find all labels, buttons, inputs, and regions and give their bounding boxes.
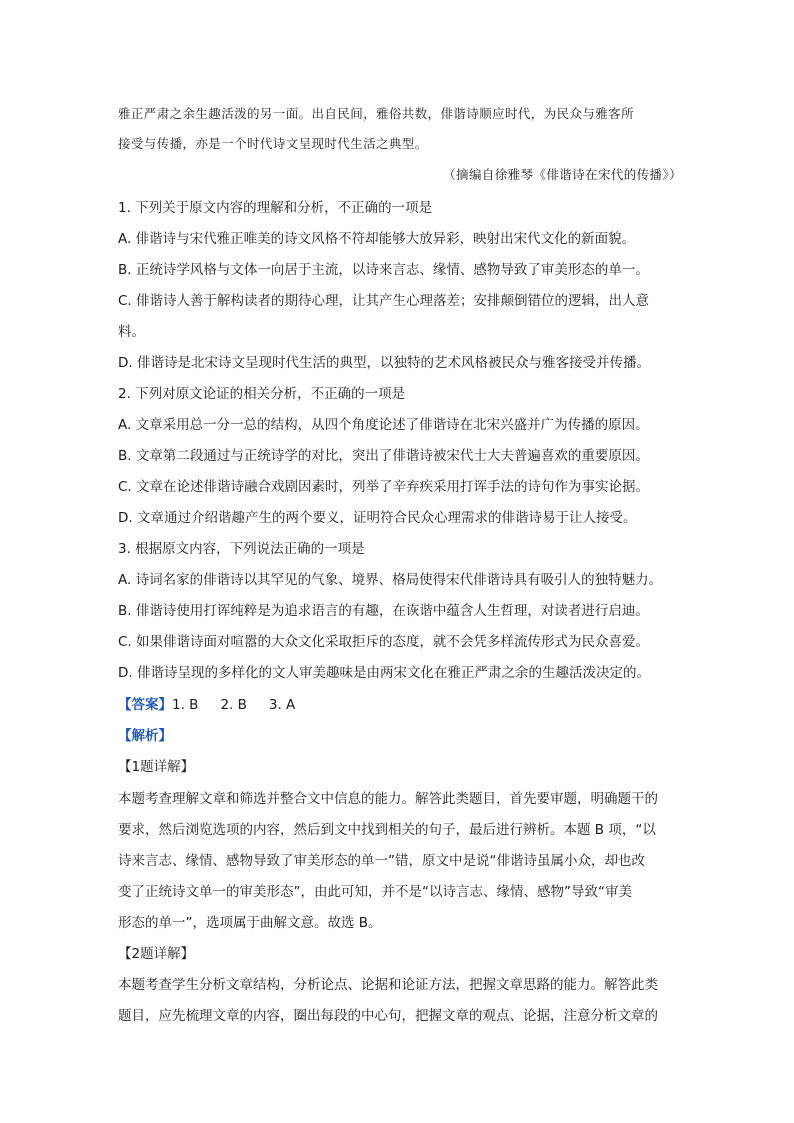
- question-2-option-c: C. 文章在论述俳谐诗融合戏剧因素时，列举了辛弃疾采用打诨手法的诗句作为事实论据。: [118, 479, 650, 495]
- question-2-stem: 2. 下列对原文论证的相关分析，不正确的一项是: [118, 386, 406, 402]
- q1-detail-heading: 【1题详解】: [118, 759, 195, 775]
- question-3-stem: 3. 根据原文内容，下列说法正确的一项是: [118, 541, 365, 557]
- analysis-tag: 【解析】: [118, 728, 172, 744]
- question-2-option-b: B. 文章第二段通过与正统诗学的对比，突出了俳谐诗被宋代士大夫普遍喜欢的重要原因。: [118, 448, 649, 464]
- q2-detail-heading: 【2题详解】: [118, 946, 195, 962]
- question-3-option-d: D. 俳谐诗呈现的多样化的文人审美趣味是由两宋文化在雅正严肃之余的生趣活泼决定的。: [118, 665, 650, 681]
- question-1-option-d: D. 俳谐诗是北宋诗文呈现时代生活的典型，以独特的艺术风格被民众与雅客接受并传播。: [118, 355, 650, 371]
- q1-detail-line: 要求，然后浏览选项的内容，然后到文中找到相关的句子，最后进行辨析。本题 B 项，“以: [118, 822, 656, 838]
- q2-detail-line: 题目，应先梳理文章的内容，圈出每段的中心句，把握文章的观点、论据，注意分析文章的: [118, 1008, 658, 1024]
- question-1-option-c: C. 俳谐诗人善于解构读者的期待心理，让其产生心理落差；安排颠倒错位的逻辑，出人意: [118, 293, 650, 309]
- question-1-option-b: B. 正统诗学风格与文体一向居于主流，以诗来言志、缘情、感物导致了审美形态的单一。: [118, 262, 649, 278]
- answer-item-1: 1. B: [172, 697, 199, 713]
- question-1-stem: 1. 下列关于原文内容的理解和分析，不正确的一项是: [118, 200, 433, 216]
- q1-detail-line: 形态的单一”，选项属于曲解文意。故选 B。: [118, 915, 382, 931]
- passage-line-1: 雅正严肃之余生趣活泼的另一面。出自民间，雅俗共数，俳谐诗顺应时代，为民众与雅客所: [118, 106, 635, 121]
- passage-line-2: 接受与传播，亦是一个时代诗文呈现时代生活之典型。: [118, 136, 428, 151]
- question-1-option-c-cont: 料。: [118, 324, 145, 340]
- q1-detail-line: 变了正统诗文单一的审美形态”，由此可知，并不是“以诗言志、缘情、感物”导致“审美: [118, 884, 632, 900]
- answer-item-2: 2. B: [220, 697, 247, 713]
- question-3-option-b: B. 俳谐诗使用打诨纯粹是为追求语言的有趣，在诙谐中蕴含人生哲理，对读者进行启迪。: [118, 603, 649, 619]
- answer-tag: 【答案】: [118, 697, 172, 713]
- question-2-option-a: A. 文章采用总一分一总的结构，从四个角度论述了俳谐诗在北宋兴盛并广为传播的原因。: [118, 417, 649, 433]
- question-2-option-d: D. 文章通过介绍谐趣产生的两个要义，证明符合民众心理需求的俳谐诗易于让人接受。: [118, 510, 637, 526]
- answer-item-3: 3. A: [268, 697, 296, 713]
- question-3-option-a: A. 诗词名家的俳谐诗以其罕见的气象、境界、格局使得宋代俳谐诗具有吸引人的独特魅力。: [118, 572, 663, 588]
- q1-detail-line: 本题考查理解文章和筛选并整合文中信息的能力。解答此类题目，首先要审题，明确题干的: [118, 791, 658, 807]
- passage-source: （摘编自徐雅琴《俳谐诗在宋代的传播》）: [443, 167, 682, 182]
- q1-detail-line: 诗来言志、缘情、感物导致了审美形态的单一”错，原文中是说“俳谐诗虽属小众，却也改: [118, 853, 645, 869]
- answer-row: [118, 693, 678, 713]
- question-3-option-c: C. 如果俳谐诗面对喧嚣的大众文化采取拒斥的态度，就不会凭多样流传形式为民众喜爱。: [118, 634, 650, 650]
- q2-detail-line: 本题考查学生分析文章结构，分析论点、论据和论证方法，把握文章思路的能力。解答此类: [118, 977, 658, 993]
- question-1-option-a: A. 俳谐诗与宋代雅正唯美的诗文风格不符却能够大放异彩，映射出宋代文化的新面貌。: [118, 231, 636, 247]
